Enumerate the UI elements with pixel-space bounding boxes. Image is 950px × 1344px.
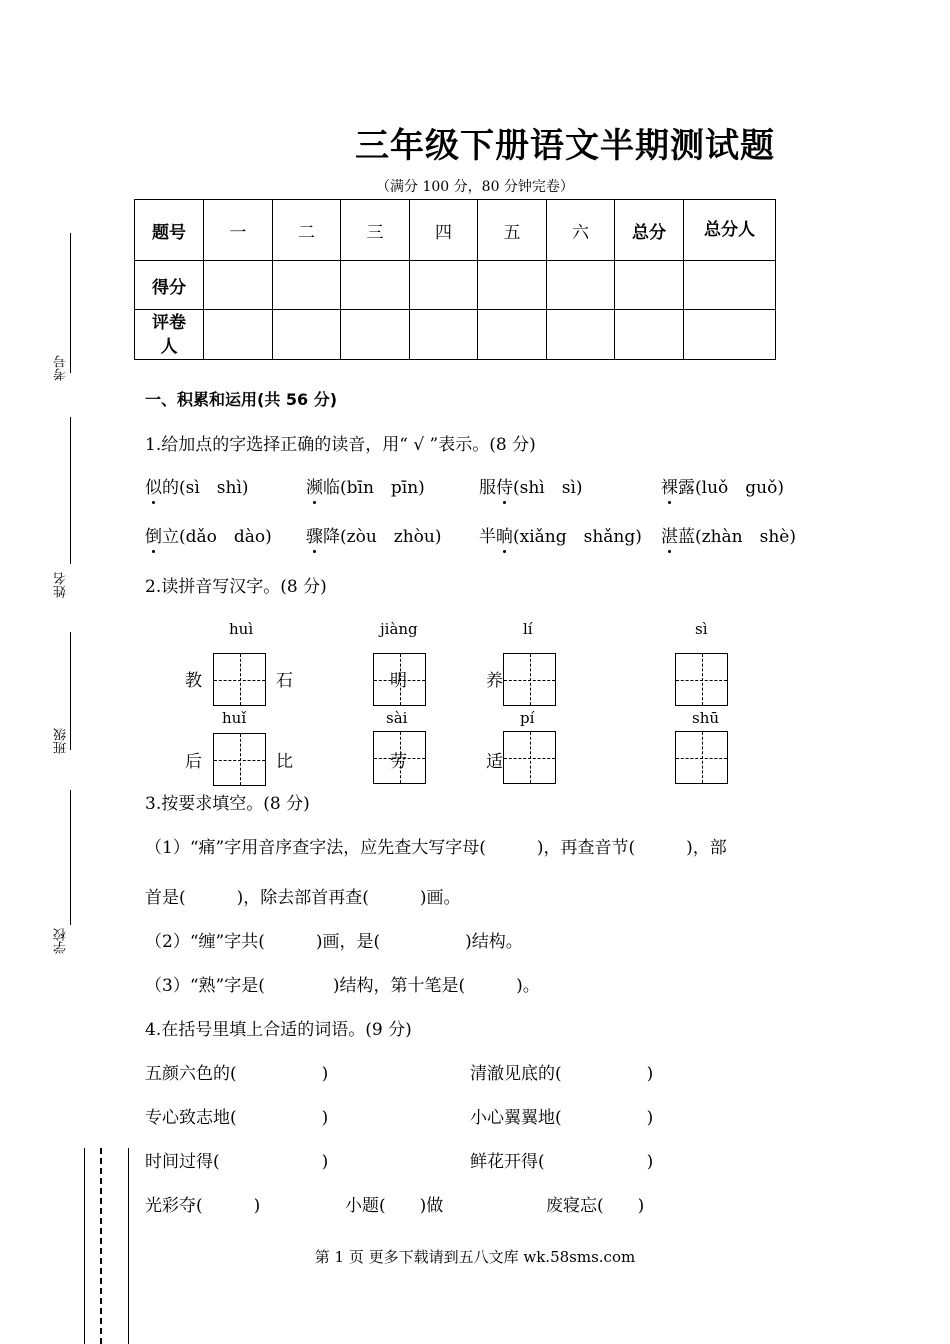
page-subtitle: （满分 100 分，80 分钟完卷） xyxy=(376,179,574,195)
q1-item-text: 立(dǎo dào) xyxy=(162,527,272,547)
table-header-cell: 总分人 xyxy=(684,200,776,261)
score-cell[interactable] xyxy=(615,261,684,310)
table-header-cell: 五 xyxy=(478,200,547,261)
dotted-char: 晌 xyxy=(496,522,513,547)
q1-item xyxy=(145,473,249,498)
context-char: 明 xyxy=(390,671,407,691)
table-header-cell: 三 xyxy=(341,200,410,261)
writing-grid[interactable] xyxy=(503,653,556,706)
context-char: 教 xyxy=(185,671,202,691)
q1-item-prefix: 半 xyxy=(479,527,496,547)
question-4-title: 4.在括号里填上合适的词语。(9 分) xyxy=(145,1020,412,1040)
writing-grid[interactable] xyxy=(503,731,556,784)
side-label-exam-number: 考号 xyxy=(54,355,69,381)
q1-item xyxy=(306,473,425,498)
q3-line: （3）“熟”字是( )结构，第十笔是( )。 xyxy=(145,976,540,996)
dotted-char: 侍 xyxy=(496,473,513,498)
reviewer-cell[interactable] xyxy=(684,310,776,360)
margin-line xyxy=(70,233,71,373)
question-1-title: 1.给加点的字选择正确的读音，用“ √ ”表示。(8 分) xyxy=(145,435,536,455)
q4-item: 小题( )做 xyxy=(345,1196,444,1216)
score-cell[interactable] xyxy=(547,261,615,310)
table-row-label: 得分 xyxy=(135,261,204,310)
section-heading: 一、积累和运用(共 56 分) xyxy=(145,390,338,409)
q4-item: 小心翼翼地( ) xyxy=(470,1108,654,1128)
q4-item: 光彩夺( ) xyxy=(145,1196,261,1216)
context-char: 适 xyxy=(486,752,503,772)
side-label-class: 班级 xyxy=(54,728,69,754)
q1-item xyxy=(479,473,583,498)
score-cell[interactable] xyxy=(204,261,273,310)
pinyin: huǐ xyxy=(222,709,247,727)
reviewer-cell[interactable] xyxy=(410,310,478,360)
q1-item-text: 的(sì shì) xyxy=(162,478,249,498)
reviewer-cell[interactable] xyxy=(478,310,547,360)
q4-item: 五颜六色的( ) xyxy=(145,1064,329,1084)
score-cell[interactable] xyxy=(341,261,410,310)
q4-item: 清澈见底的( ) xyxy=(470,1064,654,1084)
reviewer-cell[interactable] xyxy=(547,310,615,360)
q4-item: 鲜花开得( ) xyxy=(470,1152,654,1172)
margin-line xyxy=(70,790,71,925)
writing-grid[interactable] xyxy=(213,653,266,706)
margin-line xyxy=(70,417,71,564)
score-cell[interactable] xyxy=(478,261,547,310)
writing-grid[interactable] xyxy=(213,733,266,786)
side-label-name: 姓名 xyxy=(54,572,69,598)
dotted-char: 骤 xyxy=(306,522,323,547)
reviewer-cell[interactable] xyxy=(273,310,341,360)
q1-item-text: (shì sì) xyxy=(513,478,583,498)
pinyin: huì xyxy=(229,620,254,638)
pinyin: sì xyxy=(695,620,708,638)
q1-item-text: 降(zòu zhòu) xyxy=(323,527,442,547)
q1-item xyxy=(479,522,642,547)
q1-item xyxy=(306,522,442,547)
page-title: 三年级下册语文半期测试题 xyxy=(355,126,775,166)
q1-item-text: 临(bīn pīn) xyxy=(323,478,425,498)
score-cell[interactable] xyxy=(684,261,776,310)
dotted-char: 濒 xyxy=(306,473,323,498)
pinyin: pí xyxy=(520,709,535,727)
writing-grid[interactable] xyxy=(675,653,728,706)
pinyin: shū xyxy=(692,709,720,727)
question-2-title: 2.读拼音写汉字。(8 分) xyxy=(145,577,327,597)
table-row-label: 评卷人 xyxy=(135,310,204,360)
q3-line: （2）“缠”字共( )画，是( )结构。 xyxy=(145,932,523,952)
pinyin: sài xyxy=(386,709,408,727)
q3-line: 首是( )，除去部首再查( )画。 xyxy=(145,888,461,908)
q1-item xyxy=(661,522,796,547)
reviewer-cell[interactable] xyxy=(204,310,273,360)
question-3-title: 3.按要求填空。(8 分) xyxy=(145,794,310,814)
score-cell[interactable] xyxy=(273,261,341,310)
q1-item-text: 露(luǒ guǒ) xyxy=(678,478,784,498)
q4-item: 专心致志地( ) xyxy=(145,1108,329,1128)
q4-item: 废寝忘( ) xyxy=(546,1196,645,1216)
q1-item-text: (xiǎng shǎng) xyxy=(513,527,642,547)
q1-item-prefix: 服 xyxy=(479,478,496,498)
pinyin: lí xyxy=(523,620,533,638)
score-cell[interactable] xyxy=(410,261,478,310)
q1-item xyxy=(145,522,272,547)
writing-grid[interactable] xyxy=(675,731,728,784)
q1-item xyxy=(661,473,784,498)
page-footer: 第 1 页 更多下载请到五八文库 wk.58sms.com xyxy=(314,1248,636,1266)
side-label-school: 学校 xyxy=(54,928,69,954)
context-char: 石 xyxy=(276,671,293,691)
context-char: 养 xyxy=(486,671,503,691)
table-header-cell: 一 xyxy=(204,200,273,261)
reviewer-cell[interactable] xyxy=(341,310,410,360)
table-header-cell: 六 xyxy=(547,200,615,261)
table-header-cell: 四 xyxy=(410,200,478,261)
q3-line: （1）“痛”字用音序查字法，应先查大写字母( )，再查音节( )，部 xyxy=(145,838,727,858)
q1-item-text: 蓝(zhàn shè) xyxy=(678,527,796,547)
context-char: 后 xyxy=(185,752,202,772)
dotted-char: 湛 xyxy=(661,522,678,547)
table-header-cell: 题号 xyxy=(135,200,204,261)
context-char: 比 xyxy=(276,752,293,772)
dotted-char: 裸 xyxy=(661,473,678,498)
pinyin: jiàng xyxy=(380,620,418,638)
q4-item: 时间过得( ) xyxy=(145,1152,329,1172)
table-header-cell: 总分 xyxy=(615,200,684,261)
score-table xyxy=(134,199,776,360)
reviewer-cell[interactable] xyxy=(615,310,684,360)
dotted-char: 倒 xyxy=(145,522,162,547)
dotted-char: 似 xyxy=(145,473,162,498)
context-char: 劳 xyxy=(390,752,407,772)
table-header-cell: 二 xyxy=(273,200,341,261)
